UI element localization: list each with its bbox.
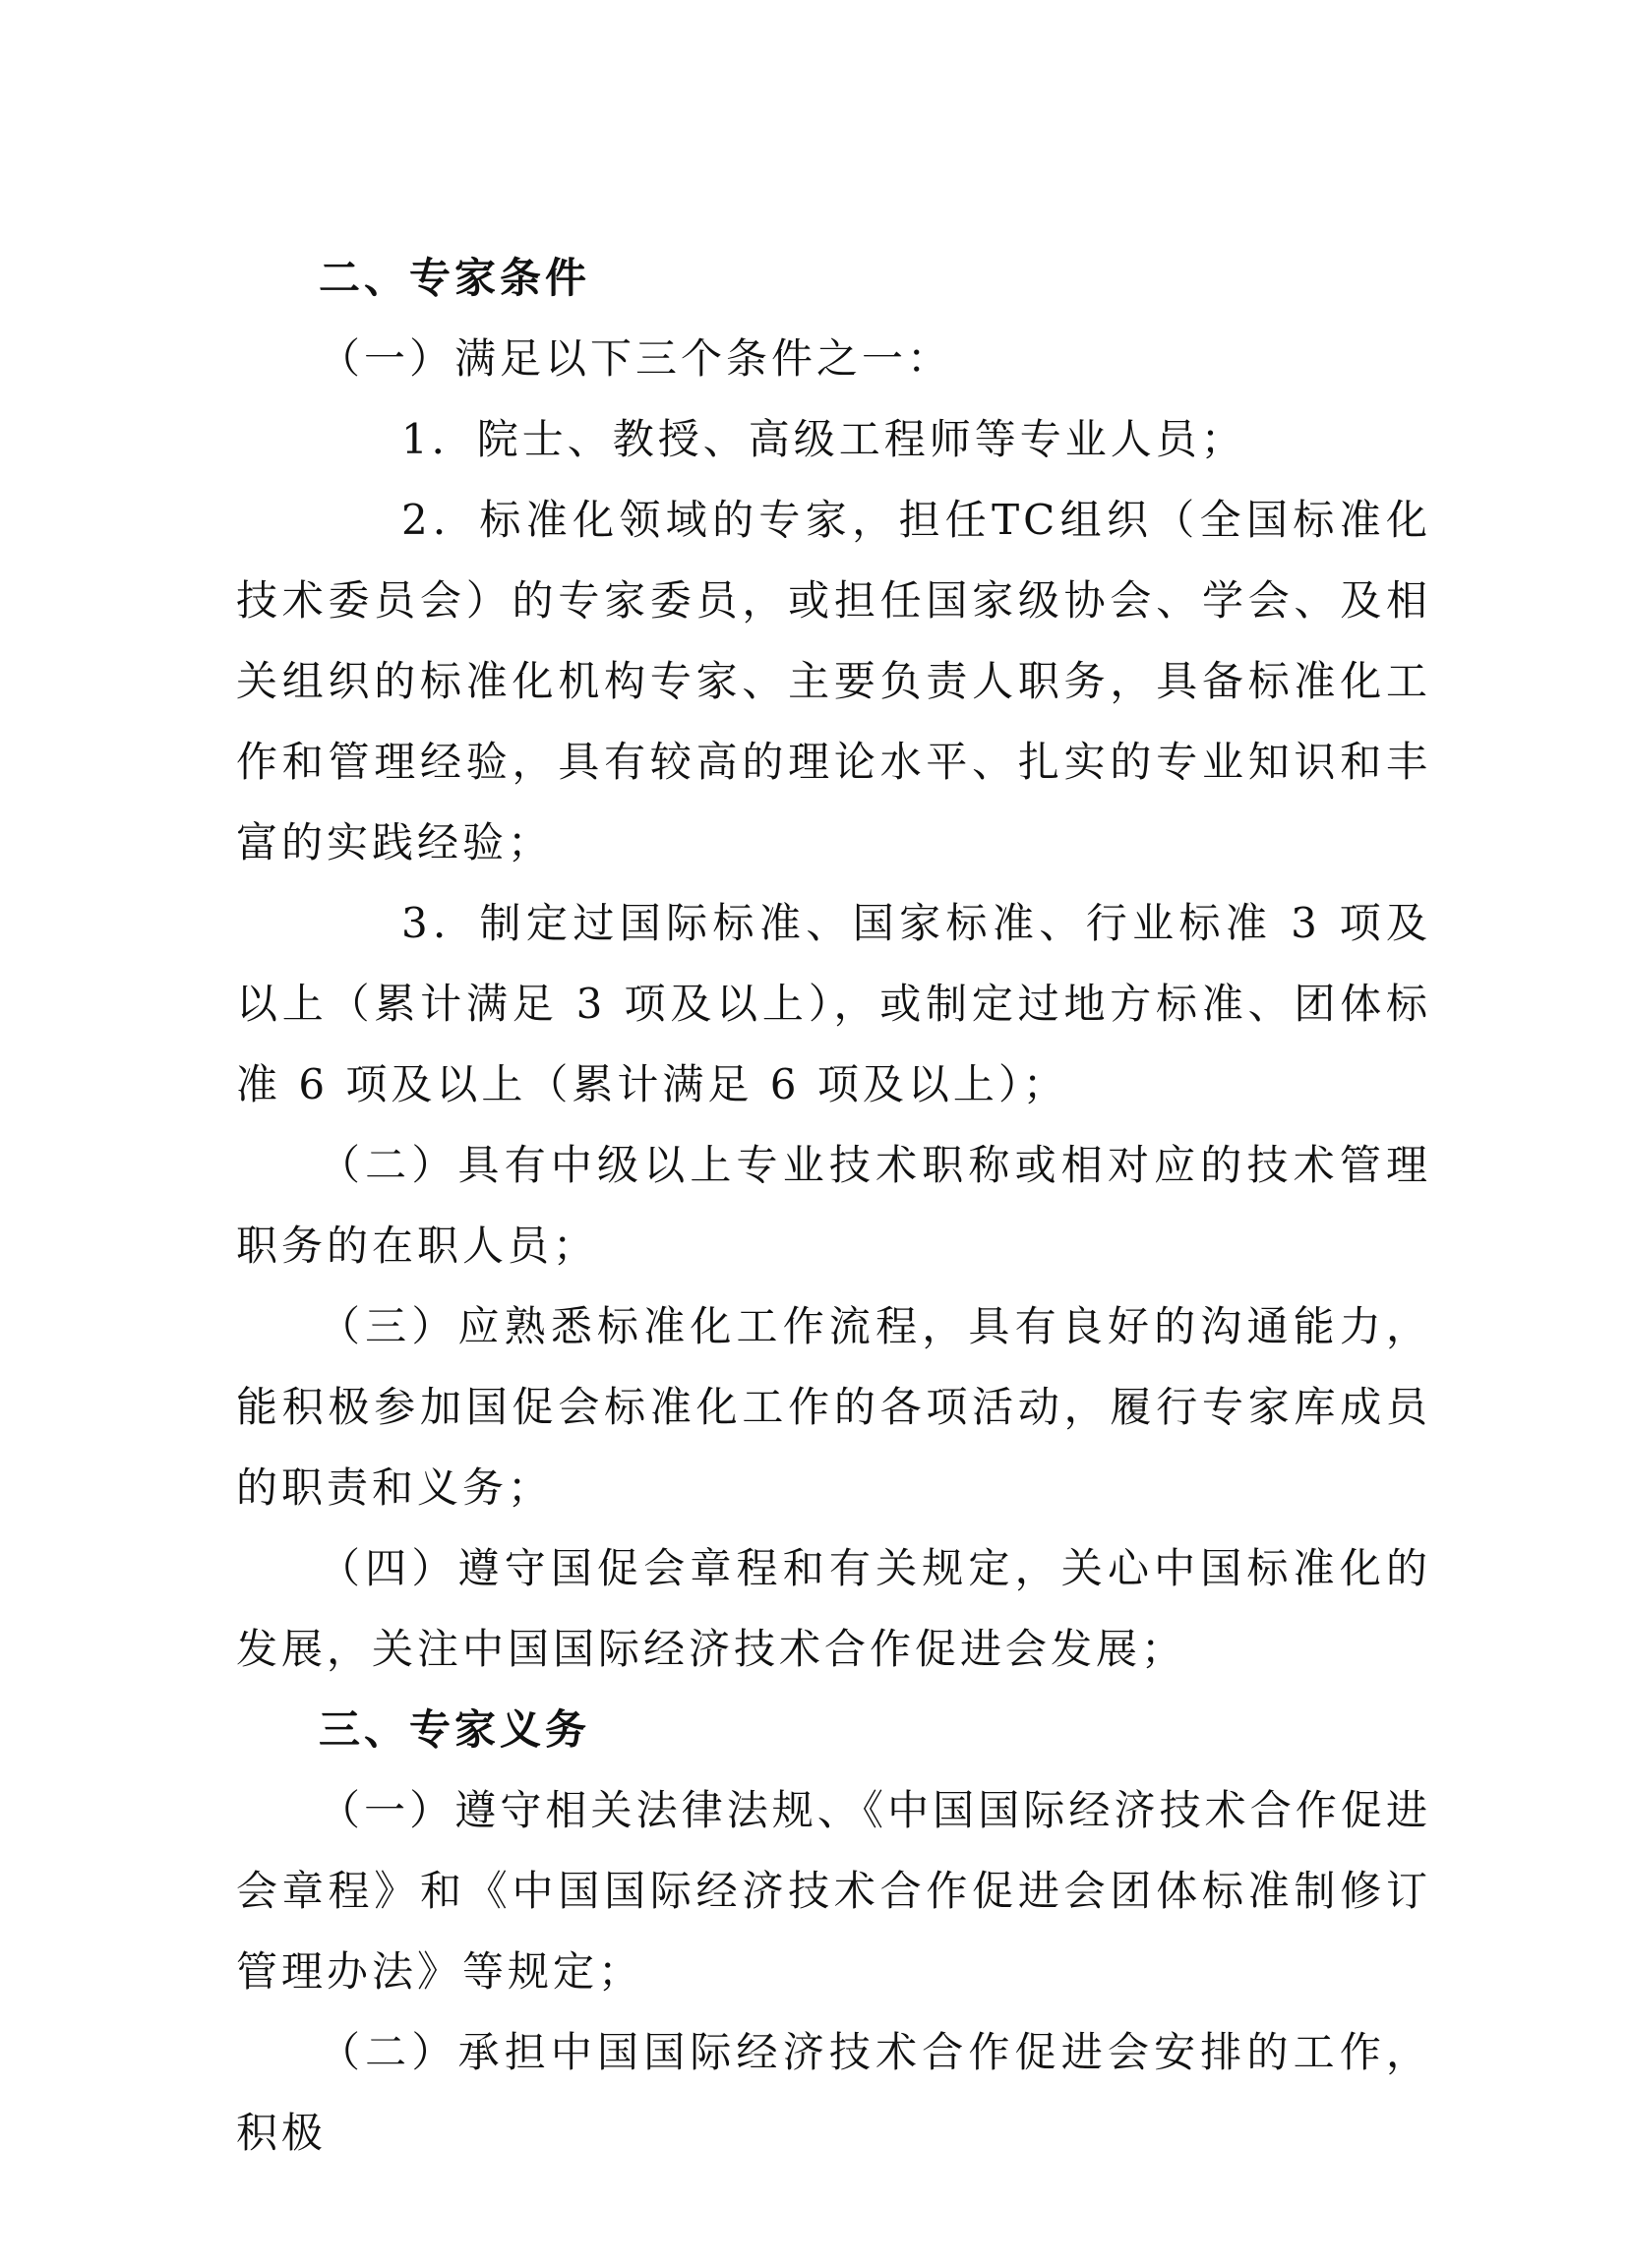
condition-item-3: 3．制定过国际标准、国家标准、行业标准 3 项及以上（累计满足 3 项及以上），或制定过地方标准、团体标准 6 项及以上（累计满足 6 项及以上）；	[236, 899, 1431, 1108]
obligation-paragraph-2: （二）承担中国国际经济技术合作促进会安排的工作，积极	[236, 2028, 1431, 2157]
condition-paragraph-4: （四）遵守国促会章程和有关规定，关心中国标准化的发展，关注中国国际经济技术合作促进会发展；	[236, 1544, 1431, 1673]
condition-paragraph-1: （一）满足以下三个条件之一：	[319, 334, 953, 383]
obligation-paragraph-1: （一）遵守相关法律法规、《中国国际经济技术合作促进会章程》和《中国国际经济技术合作促进会团体标准制修订管理办法》等规定；	[236, 1786, 1431, 1996]
condition-item-2: 2．标准化领域的专家，担任TC组织（全国标准化技术委员会）的专家委员，或担任国家级协会、学会、及相关组织的标准化机构专家、主要负责人职务，具备标准化工作和管理经验，具有较高的理论水平、扎实的专业知识和丰富的实践经验；	[236, 496, 1431, 866]
condition-paragraph-3: （三）应熟悉标准化工作流程，具有良好的沟通能力，能积极参加国促会标准化工作的各项活动，履行专家库成员的职责和义务；	[236, 1302, 1431, 1512]
condition-paragraph-2: （二）具有中级以上专业技术职称或相对应的技术管理职务的在职人员；	[236, 1141, 1431, 1270]
section-heading-expert-conditions: 二、专家条件	[319, 254, 591, 302]
section-heading-expert-obligations: 三、专家义务	[319, 1705, 591, 1754]
document-body	[236, 238, 1431, 2174]
condition-item-1: 1．院士、教授、高级工程师等专业人员；	[401, 415, 1246, 463]
